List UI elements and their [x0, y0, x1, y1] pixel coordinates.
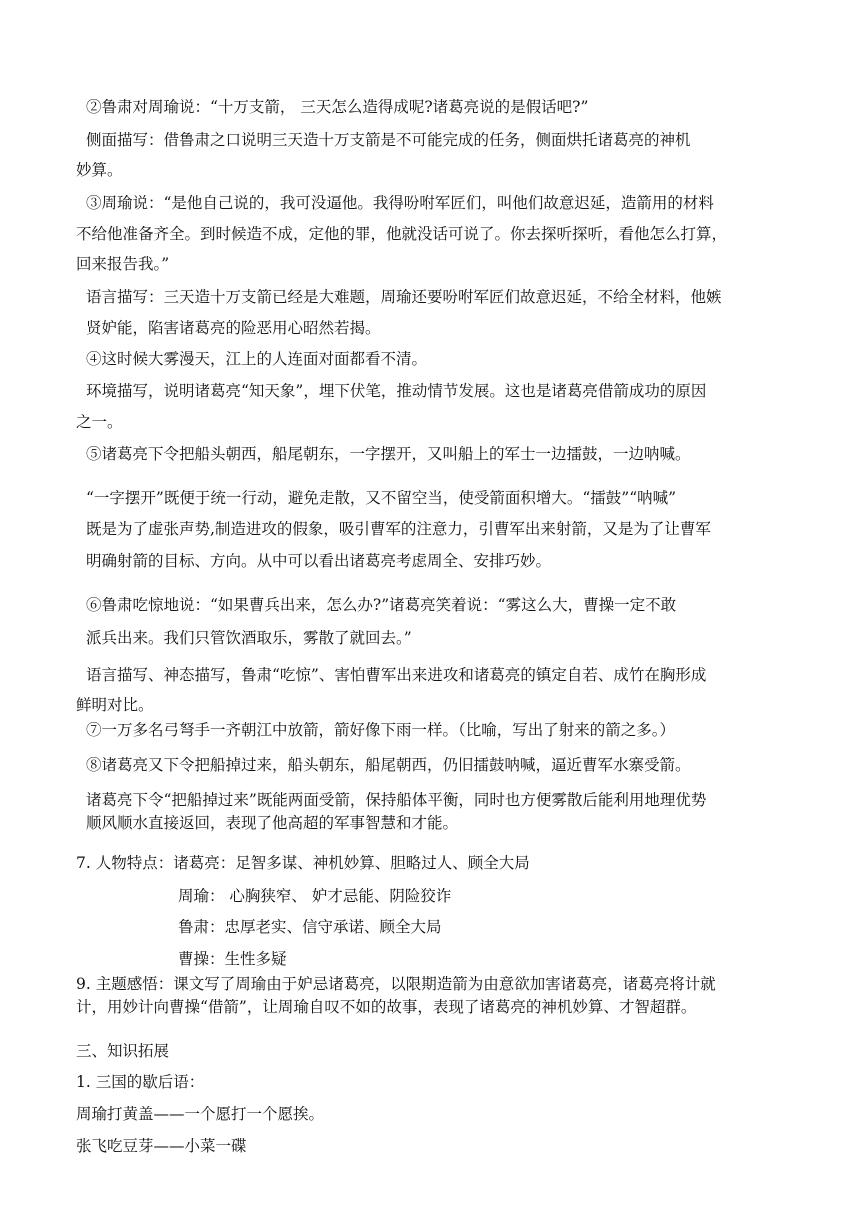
paragraph-line: 之一。	[76, 413, 123, 431]
paragraph-line: ⑤诸葛亮下令把船头朝西，船尾朝东，一字摆开，又叫船上的军士一边擂鼓，一边呐喊。	[86, 445, 691, 463]
section-heading: 三、知识拓展	[76, 1042, 170, 1060]
character-traits-heading: 7. 人物特点：诸葛亮：足智多谋、神机妙算、胆略过人、顾全大局	[76, 854, 530, 872]
paragraph-line: ②鲁肃对周瑜说：“十万支箭， 三天怎么造得成呢?诸葛亮说的是假话吧?”	[86, 98, 589, 116]
paragraph-line: 周瑜： 心胸狭窄、 妒才忌能、阴险狡诈	[178, 887, 452, 905]
paragraph-line: 贤妒能，陷害诸葛亮的险恶用心昭然若揭。	[86, 319, 381, 337]
paragraph-line: ⑥鲁肃吃惊地说：“如果曹兵出来，怎么办?”诸葛亮笑着说：“雾这么大，曹操一定不敢	[86, 596, 677, 614]
paragraph-line: ⑧诸葛亮又下令把船掉过来，船头朝东，船尾朝西，仍旧擂鼓呐喊，逼近曹军水寨受箭。	[86, 756, 691, 774]
paragraph-line: ④这时候大雾漫天，江上的人连面对面都看不清。	[86, 350, 428, 368]
paragraph-line: 不给他准备齐全。到时候造不成，定他的罪，他就没话可说了。你去探听探听，看他怎么打算，	[76, 225, 728, 243]
subsection-heading: 1. 三国的歇后语：	[76, 1073, 205, 1091]
paragraph-line: “一字摆开”既便于统一行动，避免走散，又不留空当，使受箭面积增大。“擂鼓”“呐喊”	[86, 489, 677, 507]
paragraph-line: 诸葛亮下令“把船掉过来”既能两面受箭，保持船体平衡，同时也方便雾散后能利用地理优势	[86, 791, 707, 809]
paragraph-line: 派兵出来。我们只管饮酒取乐，雾散了就回去。”	[86, 629, 412, 647]
paragraph-line: 周瑜打黄盖——一个愿打一个愿挨。	[76, 1105, 325, 1123]
paragraph-line: 回来报告我。”	[76, 255, 170, 273]
paragraph-line: 顺风顺水直接返回，表现了他高超的军事智慧和才能。	[86, 814, 459, 832]
paragraph-line: ⑦一万多名弓弩手一齐朝江中放箭，箭好像下雨一样。（比喻，写出了射来的箭之多。）	[86, 721, 676, 739]
paragraph-line: 语言描写、神态描写，鲁肃“吃惊”、害怕曹军出来进攻和诸葛亮的镇定自若、成竹在胸形成	[86, 666, 707, 684]
paragraph-line: ③周瑜说：“是他自己说的，我可没逼他。我得吩咐军匠们，叫他们故意迟延，造箭用的材料	[86, 194, 714, 212]
theme-heading: 9. 主题感悟：课文写了周瑜由于妒忌诸葛亮，以限期造箭为由意欲加害诸葛亮，诸葛亮将计就	[76, 975, 716, 993]
paragraph-line: 鲜明对比。	[76, 696, 154, 714]
paragraph-line: 妙算。	[76, 161, 123, 179]
paragraph-line: 环境描写，说明诸葛亮“知天象”，埋下伏笔，推动情节发展。这也是诸葛亮借箭成功的原因	[86, 382, 707, 400]
paragraph-line: 语言描写：三天造十万支箭已经是大难题，周瑜还要吩咐军匠们故意迟延，不给全材料，他嫉	[86, 288, 722, 306]
paragraph-line: 计，用妙计向曹操“借箭”，让周瑜自叹不如的故事，表现了诸葛亮的神机妙算、才智超群。	[76, 998, 697, 1016]
paragraph-line: 曹操：生性多疑	[178, 950, 287, 968]
paragraph-line: 张飞吃豆芽——小菜一碟	[76, 1137, 247, 1155]
paragraph-line: 鲁肃：忠厚老实、信守承诺、顾全大局	[178, 918, 442, 936]
paragraph-line: 既是为了虚张声势,制造进攻的假象，吸引曹军的注意力，引曹军出来射箭，又是为了让曹军	[86, 520, 711, 538]
paragraph-line: 明确射箭的目标、方向。从中可以看出诸葛亮考虑周全、安排巧妙。	[86, 552, 552, 570]
paragraph-line: 侧面描写：借鲁肃之口说明三天造十万支箭是不可能完成的任务，侧面烘托诸葛亮的神机	[86, 131, 691, 149]
